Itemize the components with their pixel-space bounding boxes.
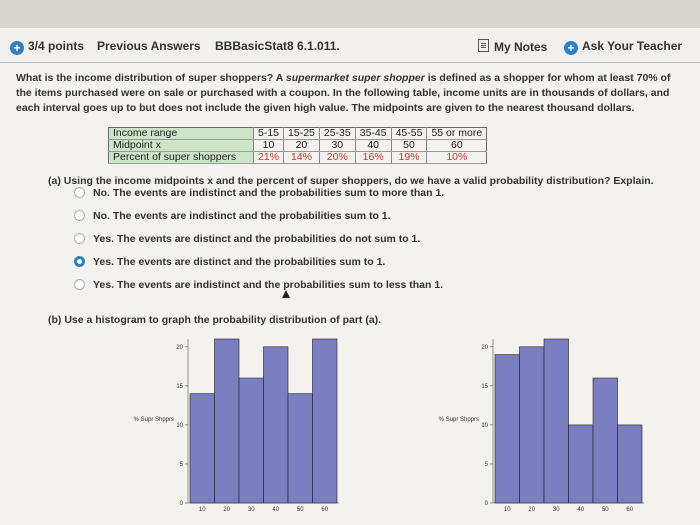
- question-header: [0, 32, 700, 63]
- y-tick-label: 5: [484, 461, 488, 468]
- x-tick-label: 30: [247, 507, 255, 513]
- histogram-option-1[interactable]: [110, 335, 370, 525]
- question-intro: What is the income distribution of super shoppers? A: [16, 72, 283, 84]
- y-tick-label: 5: [179, 461, 183, 468]
- my-notes-label: My Notes: [494, 40, 548, 54]
- plus-icon: +: [564, 41, 578, 55]
- row-label-text: Midpoint x: [113, 139, 161, 151]
- range-cell: 35-45: [355, 128, 391, 140]
- percent-cell: 14%: [284, 152, 320, 164]
- ask-teacher-label: Ask Your Teacher: [582, 39, 683, 53]
- histogram-bar: [520, 347, 545, 503]
- histogram-bar: [190, 394, 215, 503]
- points-label: 3/4 points: [28, 39, 85, 53]
- histogram-bar: [618, 425, 643, 503]
- answer-option-label: Yes. The events are distinct and the probabilities sum to 1.: [93, 256, 386, 268]
- range-cell: 5-15: [254, 128, 284, 140]
- percent-cell: 16%: [355, 152, 391, 164]
- midpoint-cell: 30: [319, 140, 355, 152]
- histogram-bar: [593, 378, 618, 503]
- range-cell: 25-35: [319, 128, 355, 140]
- answer-option[interactable]: [74, 186, 444, 200]
- radio-button[interactable]: [74, 279, 85, 290]
- midpoint-cell: 10: [254, 140, 284, 152]
- y-tick-label: 0: [179, 501, 183, 507]
- table-row: [109, 140, 487, 152]
- y-axis-label: % Supr Shpprs: [438, 417, 479, 423]
- range-cell: 55 or more: [427, 128, 487, 140]
- x-tick-label: 40: [272, 507, 280, 513]
- problem-id: BBBasicStat8 6.1.011.: [215, 39, 340, 53]
- percent-cell: 21%: [254, 152, 284, 164]
- part-a-prompt: (a) Using the income midpoints x and the percent of super shoppers, do we have a valid probability distribution? Explain.: [48, 175, 654, 187]
- histogram-bar: [288, 394, 313, 503]
- answer-option-label: No. The events are indistinct and the probabilities sum to 1.: [93, 210, 391, 222]
- my-notes-button[interactable]: [478, 39, 547, 54]
- question-term: supermarket super shopper: [285, 72, 425, 84]
- radio-button[interactable]: [74, 210, 85, 221]
- y-tick-label: 15: [481, 383, 488, 390]
- histogram-bar: [215, 339, 240, 503]
- answer-option[interactable]: [74, 278, 443, 292]
- ask-teacher-button[interactable]: [564, 39, 682, 55]
- row-label: Percent of super shoppers: [109, 152, 254, 164]
- range-cell: 45-55: [391, 128, 427, 140]
- x-tick-label: 50: [601, 507, 609, 513]
- answer-option-label: No. The events are indistinct and the probabilities sum to more than 1.: [93, 187, 445, 199]
- table-row: [109, 128, 487, 140]
- midpoint-cell: 40: [355, 140, 391, 152]
- histogram-bar: [239, 378, 264, 503]
- radio-button[interactable]: [74, 256, 85, 267]
- radio-button[interactable]: [74, 187, 85, 198]
- points-indicator[interactable]: [10, 39, 84, 55]
- part-b-prompt: (b) Use a histogram to graph the probability distribution of part (a).: [48, 314, 382, 326]
- mouse-cursor-icon: [282, 290, 290, 298]
- plus-icon: +: [10, 41, 24, 55]
- row-label: [109, 140, 254, 152]
- income-table: [108, 127, 487, 164]
- table-row: [109, 152, 487, 164]
- y-tick-label: 20: [481, 344, 488, 351]
- answer-option[interactable]: [74, 232, 420, 246]
- y-tick-label: 10: [176, 422, 183, 429]
- histogram-bar: [264, 347, 289, 503]
- x-tick-label: 60: [321, 507, 329, 513]
- question-rest: is defined as a shopper for whom at least 70% of the items purchased were on sale or purchased with a coupon. In the following table, income units are in thousands of dollars, and each interval goes up to but does not include the given high value. The midpoints are given to the nearest thousand dollars.: [16, 72, 671, 114]
- y-tick-label: 0: [484, 501, 488, 507]
- histogram-bar: [495, 355, 520, 503]
- percent-cell: 10%: [427, 152, 487, 164]
- x-tick-label: 40: [577, 507, 585, 513]
- y-axis-label: % Supr Shpprs: [133, 417, 174, 423]
- y-tick-label: 10: [481, 422, 488, 429]
- range-cell: 15-25: [284, 128, 320, 140]
- answer-option-label: Yes. The events are indistinct and the probabilities sum to less than 1.: [93, 279, 444, 291]
- y-tick-label: 15: [176, 383, 183, 390]
- histogram-bar: [544, 339, 569, 503]
- radio-button[interactable]: [74, 233, 85, 244]
- answer-option[interactable]: [74, 255, 385, 269]
- answer-option[interactable]: [74, 209, 391, 223]
- question-text: [16, 71, 681, 116]
- midpoint-cell: 20: [284, 140, 320, 152]
- x-tick-label: 10: [198, 507, 206, 513]
- x-tick-label: 10: [503, 507, 511, 513]
- x-tick-label: 30: [552, 507, 560, 513]
- histogram-bar: [569, 425, 594, 503]
- x-tick-label: 20: [528, 507, 536, 513]
- notes-icon: [478, 39, 489, 52]
- midpoint-cell: 60: [427, 140, 487, 152]
- answer-option-label: Yes. The events are distinct and the probabilities do not sum to 1.: [93, 233, 421, 245]
- previous-answers-link[interactable]: Previous Answers: [97, 39, 201, 53]
- midpoint-cell: 50: [391, 140, 427, 152]
- x-tick-label: 60: [626, 507, 634, 513]
- x-tick-label: 50: [296, 507, 304, 513]
- percent-cell: 19%: [391, 152, 427, 164]
- histogram-bar: [313, 339, 338, 503]
- histogram-option-2[interactable]: [415, 335, 675, 525]
- x-tick-label: 20: [223, 507, 231, 513]
- percent-cell: 20%: [319, 152, 355, 164]
- row-label: Income range: [109, 128, 254, 140]
- y-tick-label: 20: [176, 344, 183, 351]
